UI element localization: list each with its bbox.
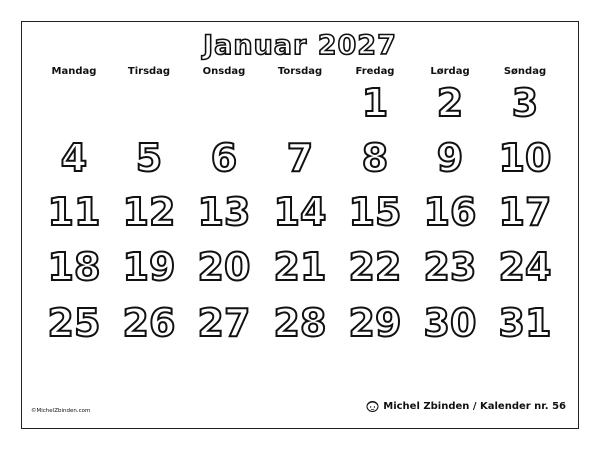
- day-cell: 16: [423, 190, 477, 234]
- brand-label: Michel Zbinden / Kalender nr. 56: [383, 400, 566, 412]
- day-cell: 3: [511, 81, 539, 125]
- day-cell: 26: [122, 301, 176, 345]
- weekday-label: Fredag: [355, 66, 395, 77]
- calendar-title: Januar 2027: [203, 30, 397, 61]
- day-cell: 20: [197, 245, 251, 289]
- weekday-label: Torsdag: [277, 66, 323, 77]
- weekday-label: Søndag: [503, 66, 547, 77]
- day-cell: 27: [197, 301, 251, 345]
- day-cell: 23: [423, 245, 477, 289]
- day-cell: 7: [286, 136, 314, 180]
- weekday-label: Onsdag: [202, 66, 246, 77]
- day-cell: 11: [47, 190, 101, 234]
- day-cell: 8: [361, 136, 389, 180]
- day-cell: 31: [498, 301, 552, 345]
- day-cell: 4: [60, 136, 88, 180]
- day-cell: 12: [122, 190, 176, 234]
- weekday-label: Tirsdag: [127, 66, 171, 77]
- day-cell: 30: [423, 301, 477, 345]
- brand-footer: [366, 400, 566, 412]
- day-cell: 17: [498, 190, 552, 234]
- day-cell: 9: [436, 136, 464, 180]
- weekday-label: Lørdag: [430, 66, 470, 77]
- copyright-text: ©MichelZbinden.com: [31, 408, 91, 414]
- day-cell: 15: [348, 190, 402, 234]
- day-cell: 19: [122, 245, 176, 289]
- day-cell: 21: [273, 245, 327, 289]
- day-cell: 13: [197, 190, 251, 234]
- weekday-label: Mandag: [51, 66, 97, 77]
- day-cell: 2: [436, 81, 464, 125]
- day-cell: 25: [47, 301, 101, 345]
- day-cell: 5: [135, 136, 163, 180]
- day-cell: 10: [498, 136, 552, 180]
- day-cell: 18: [47, 245, 101, 289]
- day-cell: 1: [361, 81, 389, 125]
- day-cell: 22: [348, 245, 402, 289]
- day-cell: 14: [273, 190, 327, 234]
- day-cell: 29: [348, 301, 402, 345]
- day-cell: 28: [273, 301, 327, 345]
- face-logo-icon: [366, 400, 379, 412]
- day-cell: 6: [210, 136, 238, 180]
- day-cell: 24: [498, 245, 552, 289]
